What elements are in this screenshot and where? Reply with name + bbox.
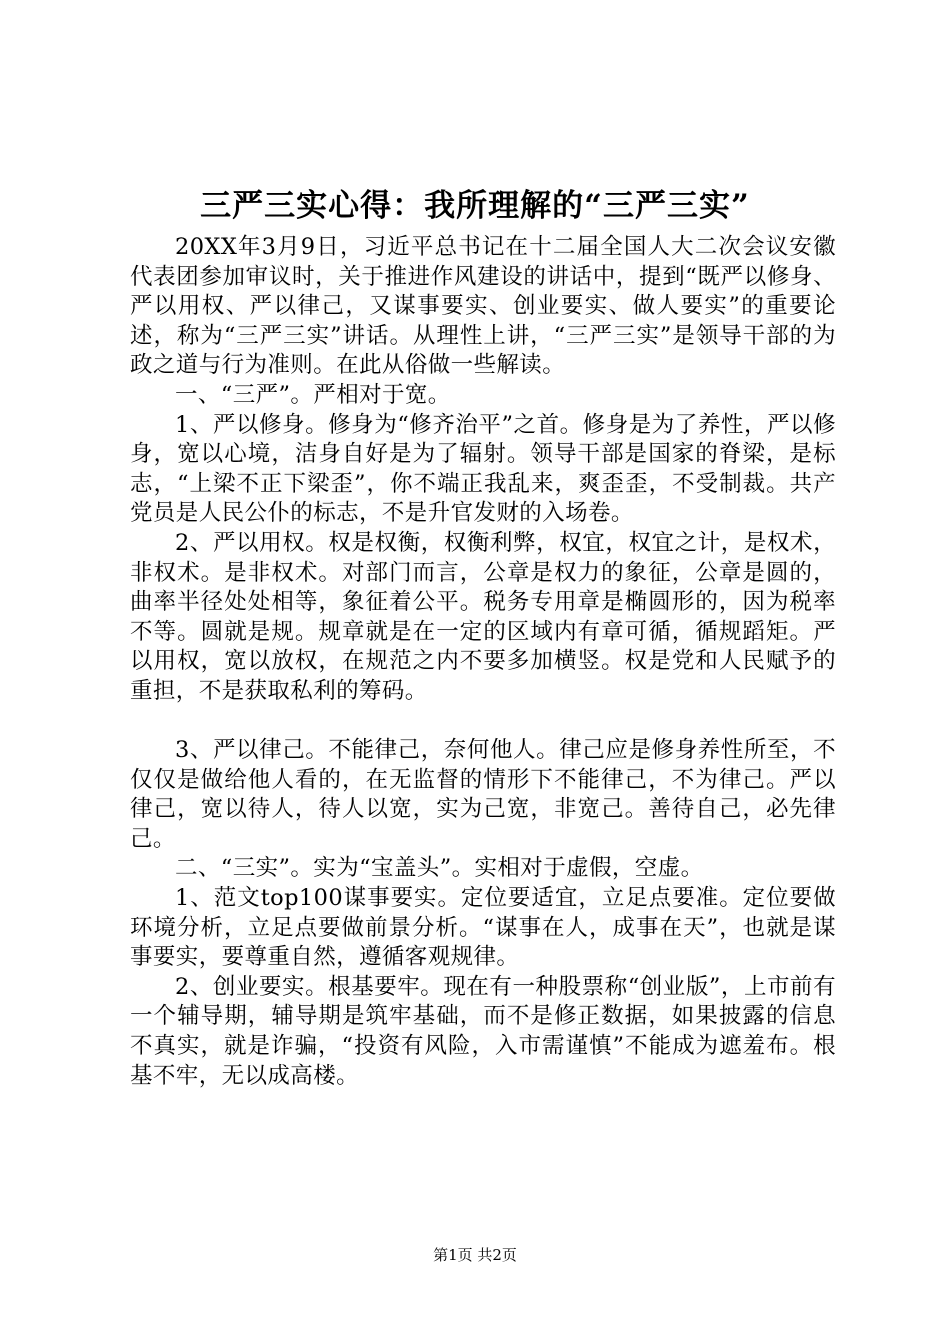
- paragraph-section-heading-three-strict: 一、“三严”。严相对于宽。: [175, 381, 451, 408]
- document-title: 三严三实心得：我所理解的“三严三实”: [200, 188, 750, 224]
- page-number-footer: 第1页 共2页: [433, 1246, 517, 1264]
- paragraph-strict-use-of-power: 2、严以用权。权是权衡，权衡利弊，权宜，权宜之计，是权术，非权术。是非权术。对部门而言，公章是权力的象征，公章是圆的，曲率半径处处相等，象征着公平。税务专用章是椭圆形的，因为税率不等。圆就是规。规章就是在一定的区域内有章可循，循规蹈矩。严以用权，宽以放权，在规范之内不要多加横竖。权是党和人民赋予的重担，不是获取私利的筹码。: [130, 529, 836, 704]
- paragraph-plan-practically: 1、范文top100谋事要实。定位要适宜，立足点要准。定位要做环境分析，立足点要做前景分析。“谋事在人，成事在天”，也就是谋事要实，要尊重自然，遵循客观规律。: [130, 885, 836, 971]
- document-body: [130, 233, 836, 1091]
- paragraph-section-heading-three-solid: 二、“三实”。实为“宝盖头”。实相对于虚假，空虚。: [175, 855, 704, 882]
- paragraph-start-business-practically: 2、创业要实。根基要牢。现在有一种股票称“创业版”，上市前有一个辅导期，辅导期是筑牢基础，而不是修正数据，如果披露的信息不真实，就是诈骗，“投资有风险，入市需谨慎”不能成为遮羞布。根基不牢，无以成高楼。: [130, 973, 836, 1089]
- paragraph-intro: 20XX年3月9日，习近平总书记在十二届全国人大二次会议安徽代表团参加审议时，关于推进作风建设的讲话中，提到“既严以修身、严以用权、严以律己，又谋事要实、创业要实、做人要实”的重要论述，称为“三严三实”讲话。从理性上讲，“三严三实”是领导干部的为政之道与行为准则。在此从俗做一些解读。: [130, 234, 836, 379]
- paragraph-strict-self-cultivation: 1、严以修身。修身为“修齐治平”之首。修身是为了养性，严以修身，宽以心境，洁身自好是为了辐射。领导干部是国家的脊梁，是标志，“上梁不正下梁歪”，你不端正我乱来，爽歪歪，不受制裁。共产党员是人民公仆的标志，不是升官发财的入场卷。: [130, 411, 836, 527]
- paragraph-strict-self-discipline: 3、严以律己。不能律己，奈何他人。律己应是修身养性所至，不仅仅是做给他人看的，在无监督的情形下不能律己，不为律己。严以律己，宽以待人，待人以宽，实为己宽，非宽己。善待自己，必先律己。: [130, 737, 836, 852]
